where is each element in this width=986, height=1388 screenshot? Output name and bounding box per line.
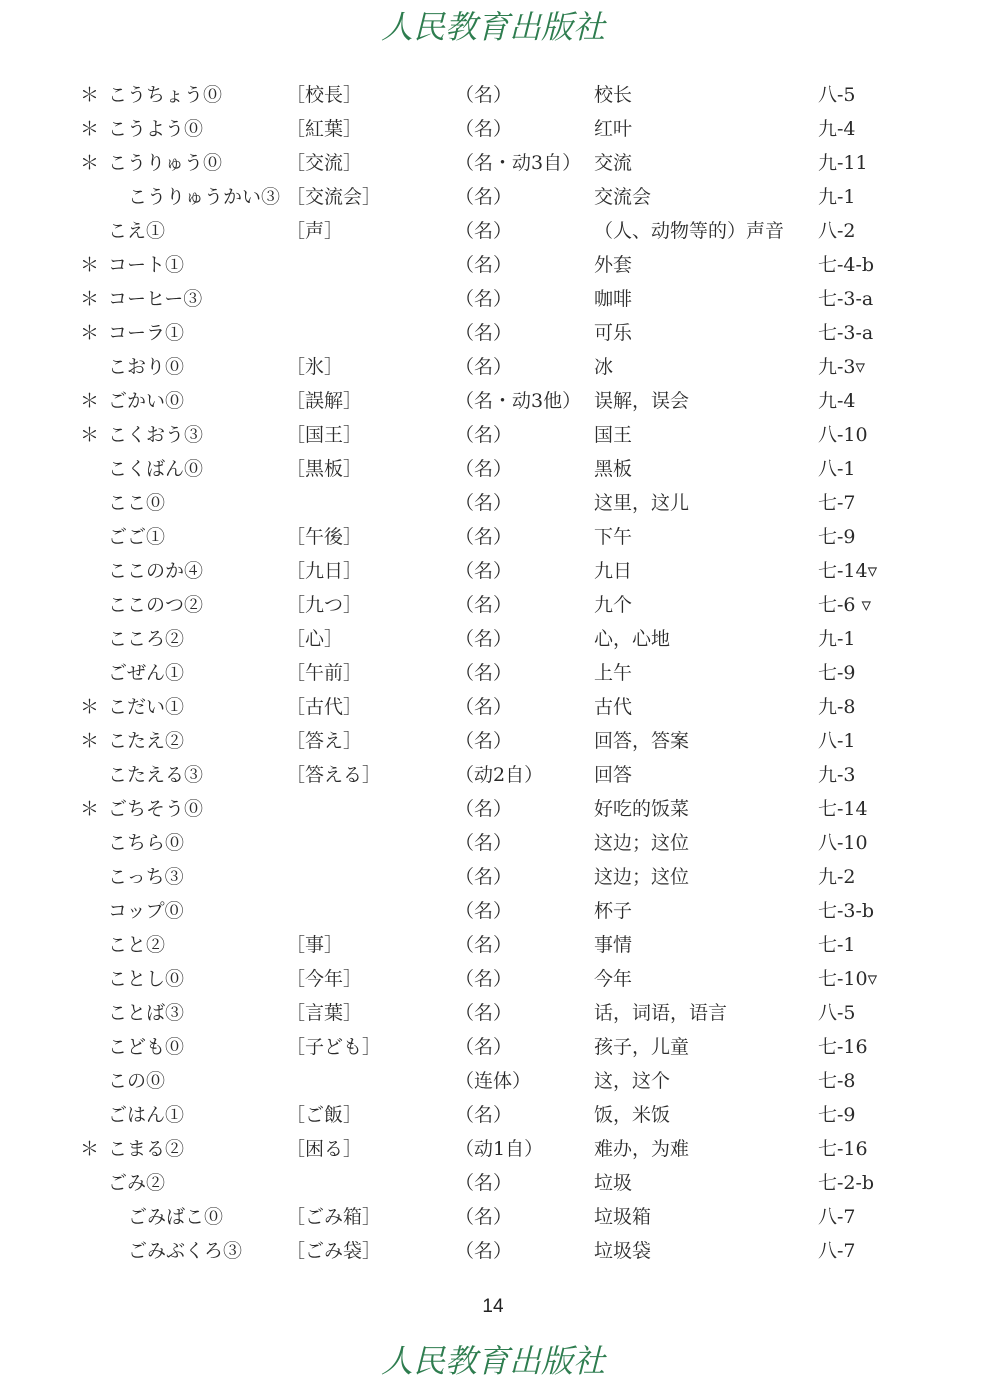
new-word-marker: ＊	[80, 798, 100, 820]
publisher-logo-icon	[343, 2, 643, 52]
list-item	[0, 758, 986, 792]
word-kanji: ［交流］	[286, 152, 363, 174]
word-kanji: ［古代］	[286, 696, 363, 718]
word-meaning: 心，心地	[594, 628, 671, 650]
new-word-marker: ＊	[80, 1138, 100, 1160]
word-kanji: ［誤解］	[286, 390, 363, 412]
new-word-marker: ＊	[80, 696, 100, 718]
part-of-speech: （名）	[455, 492, 513, 514]
part-of-speech: （名）	[455, 118, 513, 140]
word-meaning: 上午	[594, 662, 633, 684]
part-of-speech: （名）	[455, 322, 513, 344]
word-kanji: ［答え］	[286, 730, 363, 752]
lesson-reference: 七-10▿	[818, 968, 878, 990]
word-kanji: ［声］	[286, 220, 344, 242]
list-item	[0, 180, 986, 214]
part-of-speech: （名）	[455, 1104, 513, 1126]
word-meaning: 冰	[594, 356, 614, 378]
word-meaning: 这里，这儿	[594, 492, 690, 514]
word-reading: こうちょう⓪	[108, 84, 223, 106]
part-of-speech: （名）	[455, 832, 513, 854]
new-word-marker: ＊	[80, 322, 100, 344]
word-reading: ここのつ②	[108, 594, 204, 616]
lesson-reference: 七-3-a	[818, 322, 874, 344]
part-of-speech: （动2自）	[455, 764, 544, 786]
part-of-speech: （名）	[455, 526, 513, 548]
lesson-reference: 八-10	[818, 424, 868, 446]
word-reading: こえ①	[108, 220, 166, 242]
new-word-marker: ＊	[80, 424, 100, 446]
list-item	[0, 588, 986, 622]
word-reading: ごみぶくろ③	[128, 1240, 243, 1262]
word-reading: ごぜん①	[108, 662, 185, 684]
part-of-speech: （名）	[455, 458, 513, 480]
part-of-speech: （名）	[455, 798, 513, 820]
word-meaning: 九日	[594, 560, 633, 582]
word-meaning: （人、动物等的）声音	[594, 220, 785, 242]
vocabulary-list	[0, 78, 986, 1268]
word-reading: ここのか④	[108, 560, 204, 582]
lesson-reference: 七-16	[818, 1138, 868, 1160]
new-word-marker: ＊	[80, 730, 100, 752]
list-item	[0, 928, 986, 962]
list-item	[0, 962, 986, 996]
part-of-speech: （动1自）	[455, 1138, 544, 1160]
word-kanji: ［黒板］	[286, 458, 363, 480]
word-meaning: 这边；这位	[594, 866, 690, 888]
lesson-reference: 八-1	[818, 730, 856, 752]
lesson-reference: 七-7	[818, 492, 856, 514]
part-of-speech: （名）	[455, 356, 513, 378]
word-reading: こちら⓪	[108, 832, 185, 854]
part-of-speech: （名）	[455, 968, 513, 990]
list-item	[0, 1200, 986, 1234]
word-kanji: ［午後］	[286, 526, 363, 548]
word-reading: ごみばこ⓪	[128, 1206, 224, 1228]
lesson-reference: 八-7	[818, 1240, 856, 1262]
word-meaning: 杯子	[594, 900, 633, 922]
publisher-logo-icon	[343, 1336, 643, 1386]
page-number: 14	[482, 1296, 504, 1317]
word-meaning: 垃圾	[594, 1172, 633, 1194]
list-item	[0, 1234, 986, 1268]
word-kanji: ［今年］	[286, 968, 363, 990]
part-of-speech: （名）	[455, 1206, 513, 1228]
part-of-speech: （名）	[455, 220, 513, 242]
word-kanji: ［事］	[286, 934, 344, 956]
part-of-speech: （名）	[455, 424, 513, 446]
lesson-reference: 七-9	[818, 662, 856, 684]
word-kanji: ［国王］	[286, 424, 363, 446]
word-meaning: 垃圾袋	[594, 1240, 652, 1262]
word-meaning: 回答	[594, 764, 633, 786]
new-word-marker: ＊	[80, 152, 100, 174]
lesson-reference: 七-9	[818, 1104, 856, 1126]
lesson-reference: 八-2	[818, 220, 856, 242]
word-reading: こうよう⓪	[108, 118, 204, 140]
word-meaning: 国王	[594, 424, 633, 446]
list-item	[0, 724, 986, 758]
list-item	[0, 1064, 986, 1098]
word-reading: コーラ①	[108, 322, 185, 344]
part-of-speech: （名）	[455, 696, 513, 718]
list-item	[0, 486, 986, 520]
word-reading: こうりゅう⓪	[108, 152, 223, 174]
lesson-reference: 九-8	[818, 696, 856, 718]
word-meaning: 咖啡	[594, 288, 633, 310]
word-meaning: 可乐	[594, 322, 633, 344]
lesson-reference: 七-14▿	[818, 560, 878, 582]
lesson-reference: 八-5	[818, 1002, 856, 1024]
word-meaning: 黑板	[594, 458, 633, 480]
word-kanji: ［ご飯］	[286, 1104, 363, 1126]
word-kanji: ［言葉］	[286, 1002, 363, 1024]
word-meaning: 好吃的饭菜	[594, 798, 690, 820]
list-item	[0, 146, 986, 180]
list-item	[0, 384, 986, 418]
word-reading: ごはん①	[108, 1104, 185, 1126]
word-meaning: 这边；这位	[594, 832, 690, 854]
word-meaning: 垃圾箱	[594, 1206, 652, 1228]
word-reading: こおり⓪	[108, 356, 185, 378]
word-meaning: 交流	[594, 152, 633, 174]
word-meaning: 下午	[594, 526, 633, 548]
part-of-speech: （名）	[455, 628, 513, 650]
part-of-speech: （名）	[455, 934, 513, 956]
lesson-reference: 七-2-b	[818, 1172, 875, 1194]
lesson-reference: 七-6 ▿	[818, 594, 872, 616]
publisher-logo-footer	[0, 1336, 986, 1386]
word-meaning: 话，词语，语言	[594, 1002, 728, 1024]
word-meaning: 这，这个	[594, 1070, 671, 1092]
list-item	[0, 282, 986, 316]
word-reading: この⓪	[108, 1070, 166, 1092]
word-kanji: ［九日］	[286, 560, 363, 582]
word-kanji: ［交流会］	[286, 186, 382, 208]
list-item	[0, 1098, 986, 1132]
list-item	[0, 690, 986, 724]
list-item	[0, 78, 986, 112]
word-reading: ここ⓪	[108, 492, 166, 514]
list-item	[0, 656, 986, 690]
lesson-reference: 八-7	[818, 1206, 856, 1228]
word-kanji: ［ごみ箱］	[286, 1206, 382, 1228]
word-meaning: 误解，误会	[594, 390, 690, 412]
list-item	[0, 112, 986, 146]
word-reading: ことし⓪	[108, 968, 185, 990]
list-item	[0, 554, 986, 588]
word-meaning: 校长	[594, 84, 633, 106]
word-meaning: 今年	[594, 968, 633, 990]
word-meaning: 难办，为难	[594, 1138, 690, 1160]
part-of-speech: （名）	[455, 560, 513, 582]
lesson-reference: 九-4	[818, 390, 856, 412]
word-reading: こたえる③	[108, 764, 204, 786]
word-meaning: 红叶	[594, 118, 633, 140]
lesson-reference: 八-1	[818, 458, 856, 480]
list-item	[0, 894, 986, 928]
word-reading: コーヒー③	[108, 288, 203, 310]
lesson-reference: 八-10	[818, 832, 868, 854]
new-word-marker: ＊	[80, 254, 100, 276]
lesson-reference: 七-3-b	[818, 900, 875, 922]
part-of-speech: （名）	[455, 1002, 513, 1024]
lesson-reference: 九-1	[818, 628, 856, 650]
lesson-reference: 九-2	[818, 866, 856, 888]
new-word-marker: ＊	[80, 118, 100, 140]
word-reading: こくおう③	[108, 424, 204, 446]
part-of-speech: （名）	[455, 594, 513, 616]
part-of-speech: （名）	[455, 1240, 513, 1262]
part-of-speech: （名・动3自）	[455, 152, 582, 174]
word-meaning: 回答，答案	[594, 730, 690, 752]
part-of-speech: （名）	[455, 866, 513, 888]
word-meaning: 交流会	[594, 186, 652, 208]
publisher-logo-header	[0, 2, 986, 52]
word-reading: こと②	[108, 934, 166, 956]
word-reading: ごご①	[108, 526, 166, 548]
word-reading: こっち③	[108, 866, 184, 888]
word-meaning: 外套	[594, 254, 633, 276]
word-reading: ごかい⓪	[108, 390, 185, 412]
list-item	[0, 1030, 986, 1064]
publisher-logo-text: 人民教育出版社	[380, 1342, 606, 1380]
new-word-marker: ＊	[80, 390, 100, 412]
list-item	[0, 418, 986, 452]
lesson-reference: 九-1	[818, 186, 856, 208]
list-item	[0, 214, 986, 248]
publisher-logo-text: 人民教育出版社	[380, 8, 606, 46]
word-reading: こころ②	[108, 628, 185, 650]
list-item	[0, 826, 986, 860]
lesson-reference: 七-3-a	[818, 288, 874, 310]
word-kanji: ［九つ］	[286, 594, 363, 616]
part-of-speech: （名）	[455, 288, 513, 310]
lesson-reference: 七-4-b	[818, 254, 875, 276]
part-of-speech: （名）	[455, 1036, 513, 1058]
word-meaning: 事情	[594, 934, 633, 956]
part-of-speech: （名）	[455, 186, 513, 208]
lesson-reference: 八-5	[818, 84, 856, 106]
lesson-reference: 七-1	[818, 934, 856, 956]
word-reading: こだい①	[108, 696, 185, 718]
word-kanji: ［子ども］	[286, 1036, 382, 1058]
part-of-speech: （名）	[455, 730, 513, 752]
list-item	[0, 248, 986, 282]
list-item	[0, 316, 986, 350]
word-reading: コップ⓪	[108, 900, 184, 922]
lesson-reference: 九-11	[818, 152, 868, 174]
lesson-reference: 七-16	[818, 1036, 868, 1058]
lesson-reference: 九-3	[818, 764, 856, 786]
word-meaning: 九个	[594, 594, 633, 616]
word-reading: こまる②	[108, 1138, 185, 1160]
list-item	[0, 520, 986, 554]
word-reading: こくばん⓪	[108, 458, 204, 480]
part-of-speech: （连体）	[455, 1070, 532, 1092]
word-kanji: ［紅葉］	[286, 118, 363, 140]
word-meaning: 饭，米饭	[594, 1104, 671, 1126]
word-kanji: ［午前］	[286, 662, 363, 684]
part-of-speech: （名・动3他）	[455, 390, 582, 412]
part-of-speech: （名）	[455, 84, 513, 106]
word-kanji: ［答える］	[286, 764, 382, 786]
list-item	[0, 1132, 986, 1166]
word-kanji: ［校長］	[286, 84, 363, 106]
new-word-marker: ＊	[80, 84, 100, 106]
lesson-reference: 九-4	[818, 118, 856, 140]
word-kanji: ［ごみ袋］	[286, 1240, 382, 1262]
word-reading: こたえ②	[108, 730, 185, 752]
lesson-reference: 七-9	[818, 526, 856, 548]
list-item	[0, 350, 986, 384]
list-item	[0, 792, 986, 826]
word-reading: こうりゅうかい③	[128, 186, 281, 208]
list-item	[0, 996, 986, 1030]
list-item	[0, 860, 986, 894]
word-reading: ごみ②	[108, 1172, 166, 1194]
part-of-speech: （名）	[455, 1172, 513, 1194]
list-item	[0, 1166, 986, 1200]
word-reading: ことば③	[108, 1002, 185, 1024]
lesson-reference: 七-14	[818, 798, 868, 820]
word-reading: ごちそう⓪	[108, 798, 204, 820]
new-word-marker: ＊	[80, 288, 100, 310]
part-of-speech: （名）	[455, 662, 513, 684]
list-item	[0, 622, 986, 656]
list-item	[0, 452, 986, 486]
part-of-speech: （名）	[455, 254, 513, 276]
part-of-speech: （名）	[455, 900, 513, 922]
word-kanji: ［心］	[286, 628, 344, 650]
word-meaning: 孩子，儿童	[594, 1036, 690, 1058]
word-kanji: ［氷］	[286, 356, 344, 378]
word-kanji: ［困る］	[286, 1138, 363, 1160]
lesson-reference: 七-8	[818, 1070, 856, 1092]
word-meaning: 古代	[594, 696, 633, 718]
word-reading: コート①	[108, 254, 185, 276]
word-reading: こども⓪	[108, 1036, 185, 1058]
lesson-reference: 九-3▿	[818, 356, 866, 378]
